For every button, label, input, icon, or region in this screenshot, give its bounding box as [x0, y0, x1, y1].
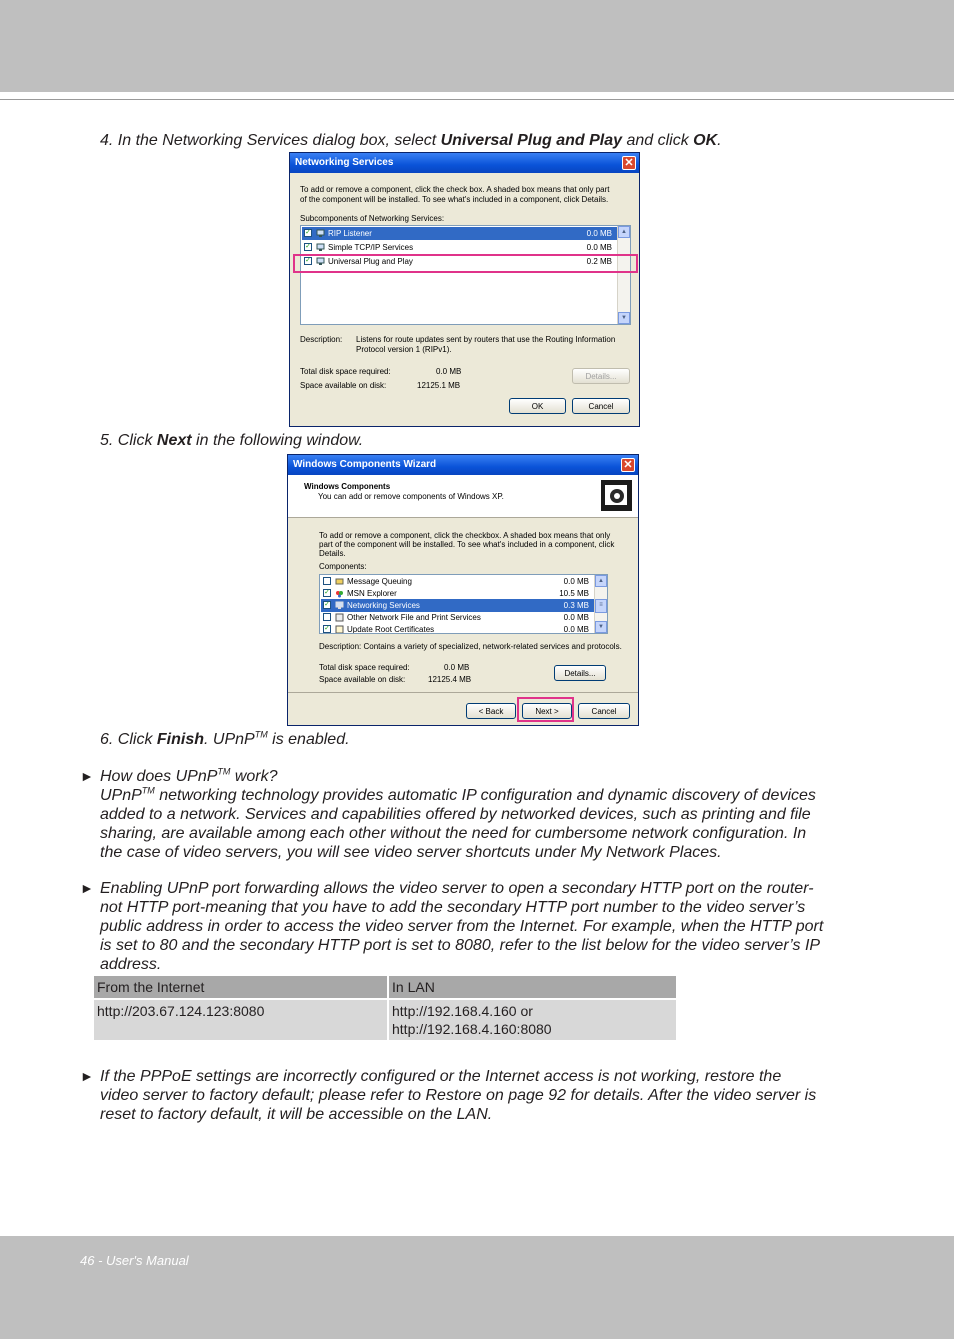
checkbox[interactable]: ✓ — [324, 589, 330, 596]
answer — [100, 786, 873, 805]
item-name: RIP Listener — [328, 229, 372, 238]
list-item[interactable] — [302, 227, 617, 240]
checkbox[interactable]: ✓ — [324, 601, 330, 608]
trademark: TM — [141, 785, 155, 796]
disk-required-label: Total disk space required: — [300, 367, 391, 376]
page-number: 46 - User's Manual — [80, 1253, 189, 1268]
list-item[interactable] — [321, 623, 595, 634]
details-button[interactable]: Details... — [554, 665, 606, 681]
checkbox[interactable]: ✓ — [305, 229, 311, 236]
item-size: 0.3 MB — [563, 601, 589, 610]
item-size: 0.0 MB — [563, 577, 589, 586]
item-size: 10.5 MB — [559, 589, 589, 598]
item-name: MSN Explorer — [347, 589, 397, 598]
description-label: Description: — [300, 335, 343, 344]
item-name: Networking Services — [347, 601, 420, 610]
selection-highlight — [293, 254, 638, 273]
answer-text: UPnP — [100, 787, 142, 804]
next-button[interactable]: Next > — [522, 703, 572, 719]
port-forwarding-paragraph — [100, 879, 873, 974]
msn-butterfly-icon — [335, 589, 344, 598]
trademark: TM — [254, 729, 268, 740]
step-6-end: is enabled. — [267, 731, 350, 748]
bullet-arrow-icon: ► — [80, 880, 94, 896]
step-4-ok: OK — [693, 132, 718, 149]
step-6-bold: Finish — [156, 731, 205, 748]
scroll-up-icon[interactable]: ▲ — [595, 575, 607, 587]
how-upnp-works — [100, 767, 873, 862]
intro-line: To add or remove a component, click the check box. A shaded box means that only part — [300, 185, 610, 194]
header-rule — [0, 99, 954, 100]
intro-line: Details. — [319, 549, 346, 558]
step-4-bold: Universal Plug and Play — [440, 132, 623, 149]
answer-line: the case of video servers, you will see video server shortcuts under My Network Places. — [100, 844, 722, 861]
paragraph-line: is set to 80 and the secondary HTTP port is set to 8080, refer to the list below for the video server’s IP — [100, 937, 821, 954]
next-highlight — [517, 697, 574, 722]
step-5-text: 5. Click — [100, 432, 157, 449]
pppoe-paragraph — [100, 1067, 873, 1124]
subcomponents-list[interactable] — [300, 225, 631, 325]
lan-address-line: http://192.168.4.160 or — [392, 1003, 533, 1019]
step-6-text: 6. Click — [100, 731, 157, 748]
item-size: 0.2 MB — [586, 257, 612, 266]
checkbox[interactable]: ✓ — [324, 625, 330, 632]
footer-band — [0, 1236, 954, 1339]
subcomponents-label: Subcomponents of Networking Services: — [300, 214, 445, 223]
step-6-mid: . UPnP — [204, 731, 255, 748]
space-available-label: Space available on disk: — [300, 381, 387, 390]
item-size: 0.0 MB — [586, 243, 612, 252]
answer-line: added to a network. Services and capabilities offered by networked devices, such as printing and file — [100, 806, 811, 823]
dialog-title-bar — [290, 153, 639, 173]
wizard-header — [288, 475, 638, 518]
description-text: Listens for route updates sent by routers that use the Routing Information — [356, 335, 616, 344]
scroll-down-icon[interactable]: ▼ — [618, 312, 630, 324]
table-row — [94, 1000, 676, 1040]
list-item[interactable] — [302, 241, 617, 254]
header-in-lan: In LAN — [389, 976, 676, 998]
dialog-title: Windows Components Wizard — [293, 459, 437, 470]
wizard-box-icon — [600, 479, 633, 512]
paragraph-line: Enabling UPnP port forwarding allows the video server to open a secondary HTTP port on the router- — [100, 880, 814, 897]
header-from-internet: From the Internet — [94, 976, 387, 998]
question-end: work? — [230, 768, 278, 785]
disk-required-value: 0.0 MB — [444, 663, 470, 672]
ok-button[interactable]: OK — [509, 398, 566, 414]
item-name: Other Network File and Print Services — [347, 613, 481, 622]
wizard-heading: Windows Components — [304, 482, 391, 491]
cell-lan-address — [389, 1000, 676, 1040]
dialog-title: Networking Services — [295, 157, 394, 168]
step-5-end: in the following window. — [191, 432, 364, 449]
item-name: Simple TCP/IP Services — [328, 243, 414, 252]
paragraph-line: reset to factory default, it will be accessible on the LAN. — [100, 1106, 493, 1123]
trademark: TM — [217, 766, 231, 777]
table-header-row — [94, 976, 676, 998]
windows-components-wizard — [287, 454, 639, 726]
dialog-title-bar — [288, 455, 638, 475]
answer-line: sharing, are available among each other without the need for cumbersome network configuration. In — [100, 825, 807, 842]
step-4-text: 4. In the Networking Services dialog box, select — [100, 132, 441, 149]
paragraph-line: address. — [100, 956, 162, 973]
file-print-icon — [335, 613, 344, 622]
scrollbar[interactable] — [617, 226, 630, 324]
question-text: How does UPnP — [100, 768, 218, 785]
wizard-subheading: You can add or remove components of Windows XP. — [318, 492, 504, 501]
intro-line: part of the component will be installed. To see what's included in a component, click — [319, 540, 615, 549]
space-available-value: 12125.4 MB — [428, 675, 472, 684]
item-size: 0.0 MB — [586, 229, 612, 238]
checkbox[interactable] — [323, 577, 331, 585]
intro-line: of the component will be installed. To see what's included in a component, click Details. — [300, 195, 609, 204]
checkbox[interactable]: ✓ — [305, 243, 311, 250]
network-icon — [335, 601, 344, 610]
close-icon[interactable]: ✕ — [622, 156, 636, 170]
step-4 — [100, 132, 722, 150]
item-name: Update Root Certificates — [347, 625, 435, 634]
item-name: Message Queuing — [347, 577, 412, 586]
close-icon[interactable]: ✕ — [621, 458, 635, 472]
header-band — [0, 0, 954, 92]
space-available-value: 12125.1 MB — [417, 381, 461, 390]
network-icon — [316, 243, 325, 252]
item-name: Universal Plug and Play — [328, 257, 413, 266]
checkbox[interactable]: ✓ — [305, 257, 311, 264]
question — [100, 767, 873, 786]
item-size: 0.0 MB — [563, 625, 589, 634]
intro-line: To add or remove a component, click the checkbox. A shaded box means that only — [319, 531, 611, 540]
step-5-bold: Next — [156, 432, 192, 449]
paragraph-line: public address in order to access the video server from the Internet. For example, when the HTTP port — [100, 918, 824, 935]
scroll-down-icon[interactable]: ▼ — [595, 621, 607, 633]
address-table — [92, 974, 678, 1042]
disk-required-value: 0.0 MB — [436, 367, 462, 376]
certificate-icon — [335, 625, 344, 634]
step-4-mid: and click — [622, 132, 694, 149]
scroll-thumb[interactable]: ≡ — [595, 599, 607, 613]
checkbox[interactable] — [323, 613, 331, 621]
paragraph-line: video server to factory default; please refer to Restore on page 92 for details. After the video server is — [100, 1087, 817, 1104]
bullet-arrow-icon: ► — [80, 1068, 94, 1084]
item-size: 0.0 MB — [563, 613, 589, 622]
description-text: Protocol version 1 (RIPv1). — [356, 345, 452, 354]
paragraph-line: If the PPPoE settings are incorrectly configured or the Internet access is not working, restore the — [100, 1068, 782, 1085]
details-button[interactable]: Details... — [572, 368, 630, 384]
disk-required-label: Total disk space required: — [319, 663, 410, 672]
message-queuing-icon — [335, 577, 344, 586]
space-available-label: Space available on disk: — [319, 675, 406, 684]
step-5 — [100, 432, 363, 450]
description-text: Description: Contains a variety of specialized, network-related services and protocols. — [319, 642, 622, 651]
answer-text: networking technology provides automatic IP configuration and dynamic discovery of devices — [154, 787, 816, 804]
step-4-end: . — [717, 132, 722, 149]
networking-services-dialog — [289, 152, 640, 427]
divider — [288, 692, 638, 693]
scrollbar[interactable] — [594, 575, 607, 633]
back-button[interactable]: < Back — [466, 703, 516, 719]
cell-internet-address: http://203.67.124.123:8080 — [94, 1000, 387, 1040]
scroll-up-icon[interactable]: ▲ — [618, 226, 630, 238]
bullet-arrow-icon: ► — [80, 768, 94, 784]
paragraph-line: not HTTP port-meaning that you have to add the secondary HTTP port number to the video server’s — [100, 899, 806, 916]
components-label: Components: — [319, 562, 367, 571]
components-list[interactable] — [319, 574, 608, 634]
cancel-button[interactable]: Cancel — [578, 703, 630, 719]
cancel-button[interactable]: Cancel — [572, 398, 630, 414]
lan-address-line: http://192.168.4.160:8080 — [392, 1021, 552, 1037]
network-icon — [316, 229, 325, 238]
step-6 — [100, 731, 350, 749]
